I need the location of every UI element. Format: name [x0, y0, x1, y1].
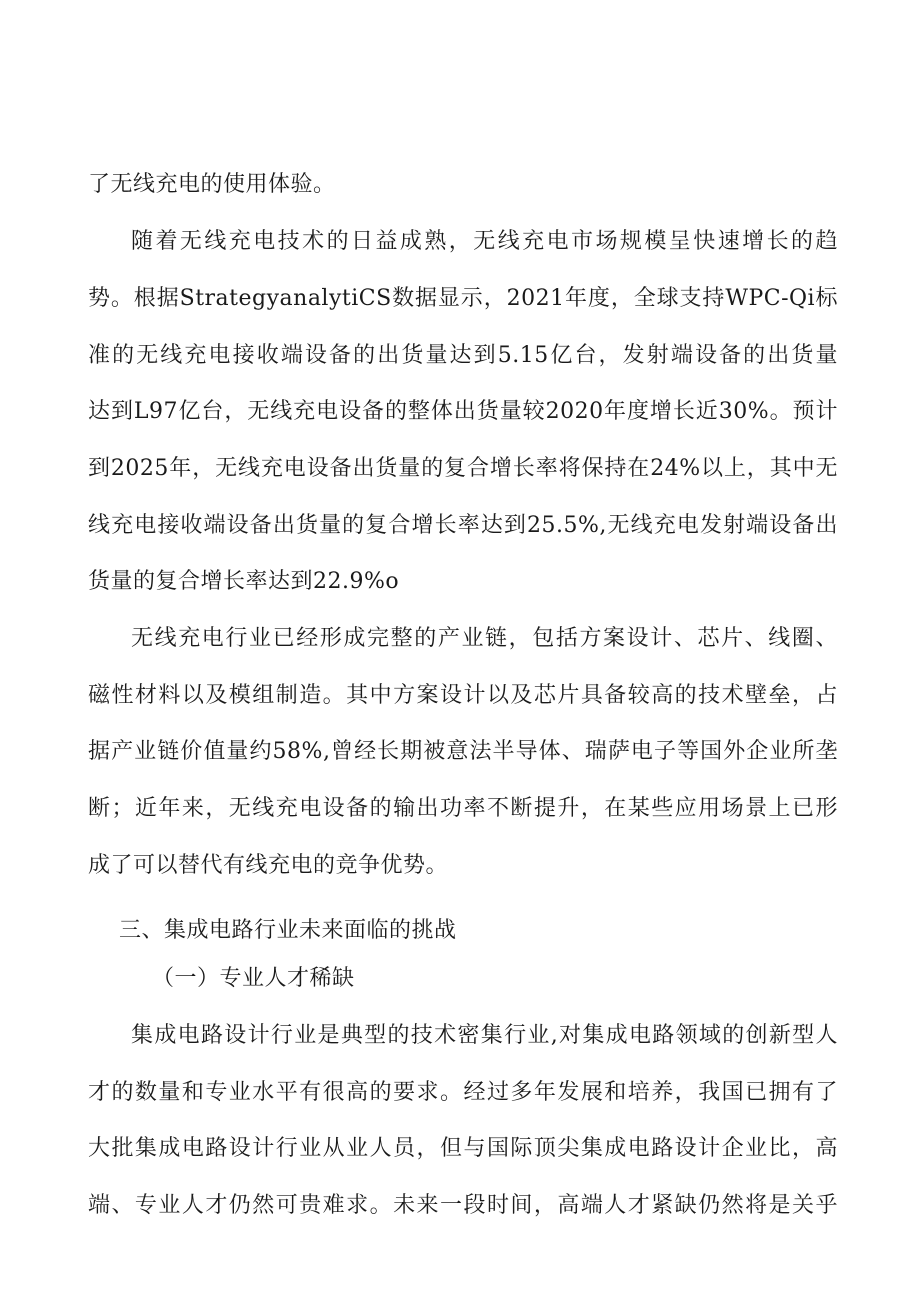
paragraph-4-line-1: 集成电路设计行业是典型的技术密集行业,对集成电路领域的创新型人 [131, 1023, 838, 1048]
paragraph-2-line-5: 到2025年，无线充电设备出货量的复合增长率将保持在24%以上，其中无 [88, 456, 838, 481]
section-heading: 三、集成电路行业未来面临的挑战 [119, 918, 457, 943]
paragraph-4-line-3: 大批集成电路设计行业从业人员，但与国际顶尖集成电路设计企业比，高 [88, 1136, 838, 1161]
paragraph-2-line-1: 随着无线充电技术的日益成熟，无线充电市场规模呈快速增长的趋 [131, 229, 838, 254]
paragraph-2-line-7: 货量的复合增长率达到22.9%o [88, 569, 400, 594]
paragraph-2-line-4: 达到L97亿台，无线充电设备的整体出货量较2020年度增长近30%。预计 [88, 399, 838, 424]
paragraph-4-line-2: 才的数量和专业水平有很高的要求。经过多年发展和培养，我国已拥有了 [88, 1080, 838, 1105]
paragraph-3-line-1: 无线充电行业已经形成完整的产业链，包括方案设计、芯片、线圈、 [131, 626, 838, 651]
paragraph-3-line-2: 磁性材料以及模组制造。其中方案设计以及芯片具备较高的技术壁垒，占 [88, 683, 838, 708]
paragraph-2-line-2: 势。根据StrategyanalytiCS数据显示，2021年度，全球支持WPC-Qi标 [88, 286, 838, 311]
paragraph-3-line-4: 断；近年来，无线充电设备的输出功率不断提升，在某些应用场景上已形 [88, 796, 838, 821]
paragraph-4-line-4: 端、专业人才仍然可贵难求。未来一段时间，高端人才紧缺仍然将是关乎 [88, 1193, 838, 1218]
paragraph-2-line-6: 线充电接收端设备出货量的复合增长率达到25.5%,无线充电发射端设备出 [88, 513, 838, 538]
paragraph-3-line-3: 据产业链价值量约58%,曾经长期被意法半导体、瑞萨电子等国外企业所垄 [88, 739, 838, 764]
paragraph-2-line-3: 准的无线充电接收端设备的出货量达到5.15亿台，发射端设备的出货量 [88, 343, 838, 368]
paragraph-3-line-5: 成了可以替代有线充电的竞争优势。 [88, 853, 449, 878]
subsection-heading: （一）专业人才稀缺 [152, 966, 355, 991]
paragraph-1-line-1: 了无线充电的使用体验。 [88, 172, 336, 197]
